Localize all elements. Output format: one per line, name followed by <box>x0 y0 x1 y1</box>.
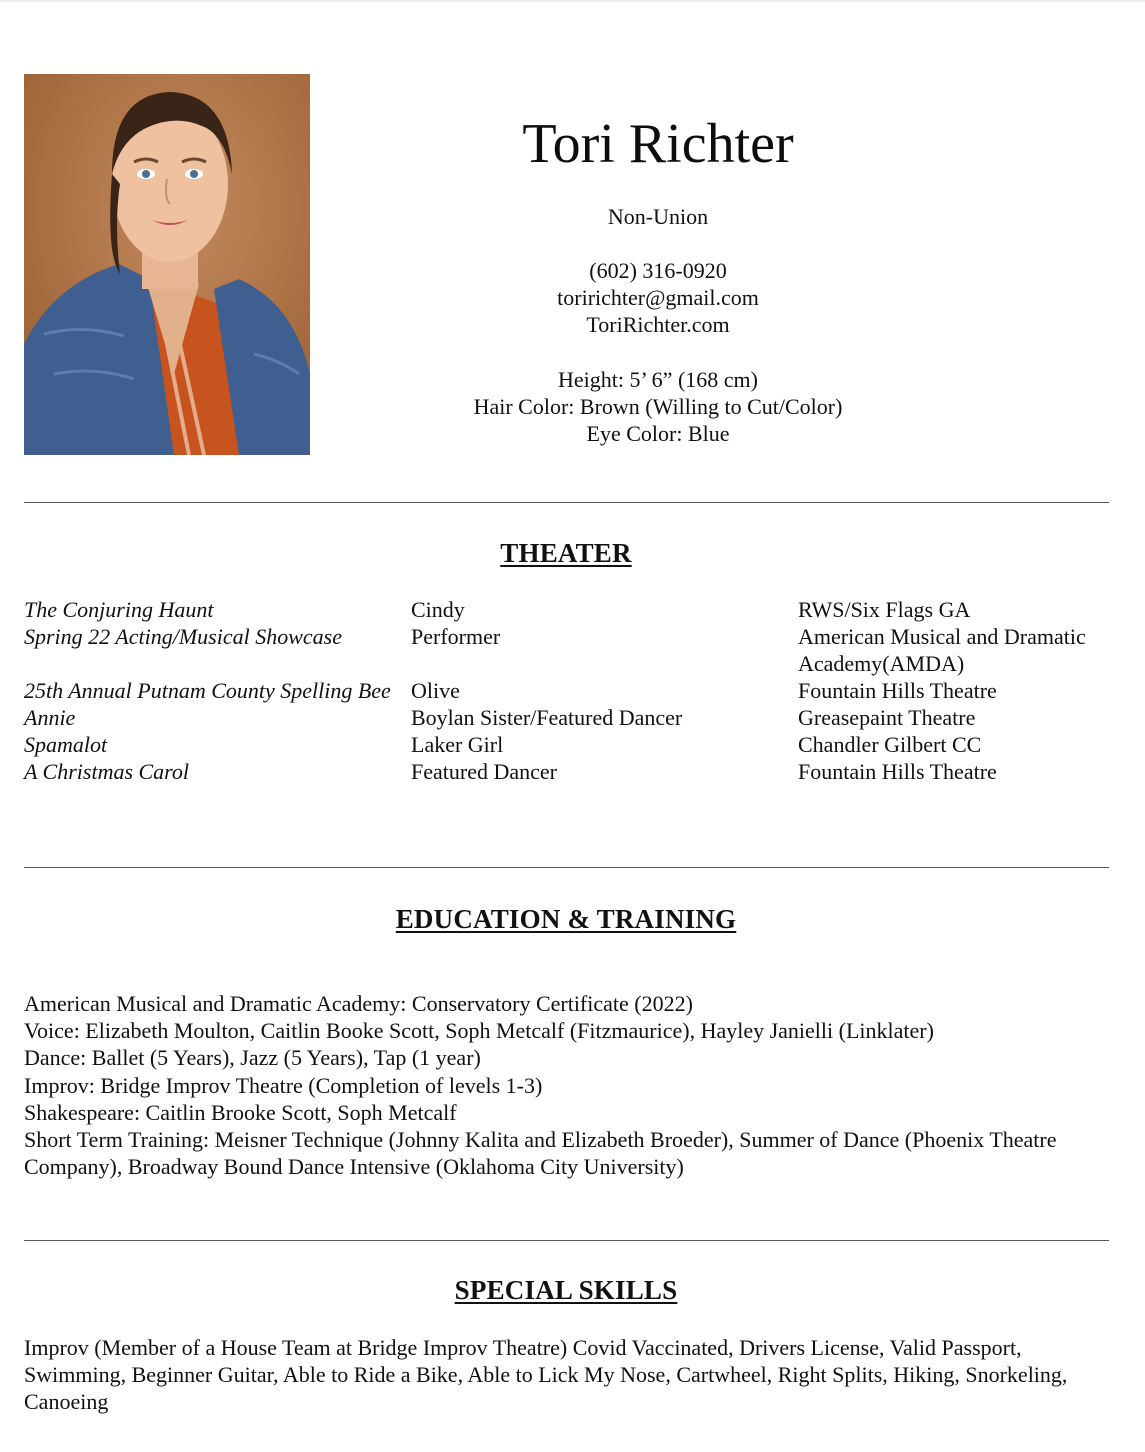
union-status: Non-Union <box>607 204 709 229</box>
physical-stats <box>330 366 986 447</box>
credit-venue: American Musical and Dramatic Academy(AMDA) <box>798 624 1086 676</box>
section-divider <box>24 867 1109 868</box>
headshot-illustration <box>24 74 310 455</box>
credit-role: Featured Dancer <box>411 759 557 784</box>
credit-show: Annie <box>24 705 76 730</box>
credit-role: Laker Girl <box>411 732 504 757</box>
education-line: Improv: Bridge Improv Theatre (Completion of levels 1-3) <box>24 1072 543 1098</box>
skills-heading: SPECIAL SKILLS <box>454 1275 678 1305</box>
actor-name: Tori Richter <box>522 113 794 175</box>
hair-color-line: Hair Color: Brown (Willing to Cut/Color) <box>473 394 843 419</box>
credit-role: Cindy <box>411 597 465 622</box>
section-divider <box>24 502 1109 503</box>
credit-venue: Fountain Hills Theatre <box>798 759 997 784</box>
email-address: toririchter@gmail.com <box>557 285 759 310</box>
section-divider <box>24 1240 1109 1241</box>
credit-show: 25th Annual Putnam County Spelling Bee <box>24 678 391 703</box>
credit-show: A Christmas Carol <box>24 759 190 784</box>
credit-show: The Conjuring Haunt <box>24 597 214 622</box>
height-line: Height: 5’ 6” (168 cm) <box>558 367 758 392</box>
credit-venue: RWS/Six Flags GA <box>798 597 971 622</box>
eye-color-line: Eye Color: Blue <box>586 421 730 446</box>
credit-role: Boylan Sister/Featured Dancer <box>411 705 683 730</box>
credit-venue: Fountain Hills Theatre <box>798 678 997 703</box>
headshot-photo <box>24 74 310 455</box>
credit-role: Olive <box>411 678 460 703</box>
credit-role: Performer <box>411 624 501 649</box>
skills-text: Improv (Member of a House Team at Bridge Improv Theatre) Covid Vaccinated, Drivers License, Valid Passport, Swimming, Beginner Guitar, Able to Ride a Bike, Able to Lick My Nose, Cartwheel, Right Splits, Hiking, Snorkeling, Canoeing <box>24 1335 1068 1415</box>
website: ToriRichter.com <box>586 312 730 337</box>
credit-show: Spring 22 Acting/Musical Showcase <box>24 624 342 649</box>
credit-venue: Chandler Gilbert CC <box>798 732 982 757</box>
contact-block <box>330 257 986 338</box>
credit-row <box>24 704 1124 731</box>
education-line: Voice: Elizabeth Moulton, Caitlin Booke Scott, Soph Metcalf (Fitzmaurice), Hayley Janielli (Linklater) <box>24 1018 934 1044</box>
education-line: Shakespeare: Caitlin Brooke Scott, Soph Metcalf <box>24 1099 457 1125</box>
education-heading: EDUCATION & TRAINING <box>395 904 737 934</box>
credit-venue: Greasepaint Theatre <box>798 705 976 730</box>
phone-number: (602) 316-0920 <box>589 258 727 283</box>
education-list <box>24 990 1114 1180</box>
credit-show: Spamalot <box>24 732 108 757</box>
credit-row <box>24 731 1124 758</box>
theater-credits <box>24 596 1124 785</box>
credit-row <box>24 758 1124 785</box>
credit-row <box>24 623 1124 677</box>
theater-heading: THEATER <box>500 538 632 568</box>
education-line: Dance: Ballet (5 Years), Jazz (5 Years), Tap (1 year) <box>24 1045 481 1071</box>
education-line: Short Term Training: Meisner Technique (Johnny Kalita and Elizabeth Broeder), Summer of Dance (Phoenix Theatre Company), Broadway Bound Dance Intensive (Oklahoma City University) <box>24 1127 1057 1180</box>
credit-row <box>24 677 1124 704</box>
credit-row <box>24 596 1124 623</box>
education-line: American Musical and Dramatic Academy: Conservatory Certificate (2022) <box>24 991 693 1016</box>
top-border <box>0 0 1145 2</box>
